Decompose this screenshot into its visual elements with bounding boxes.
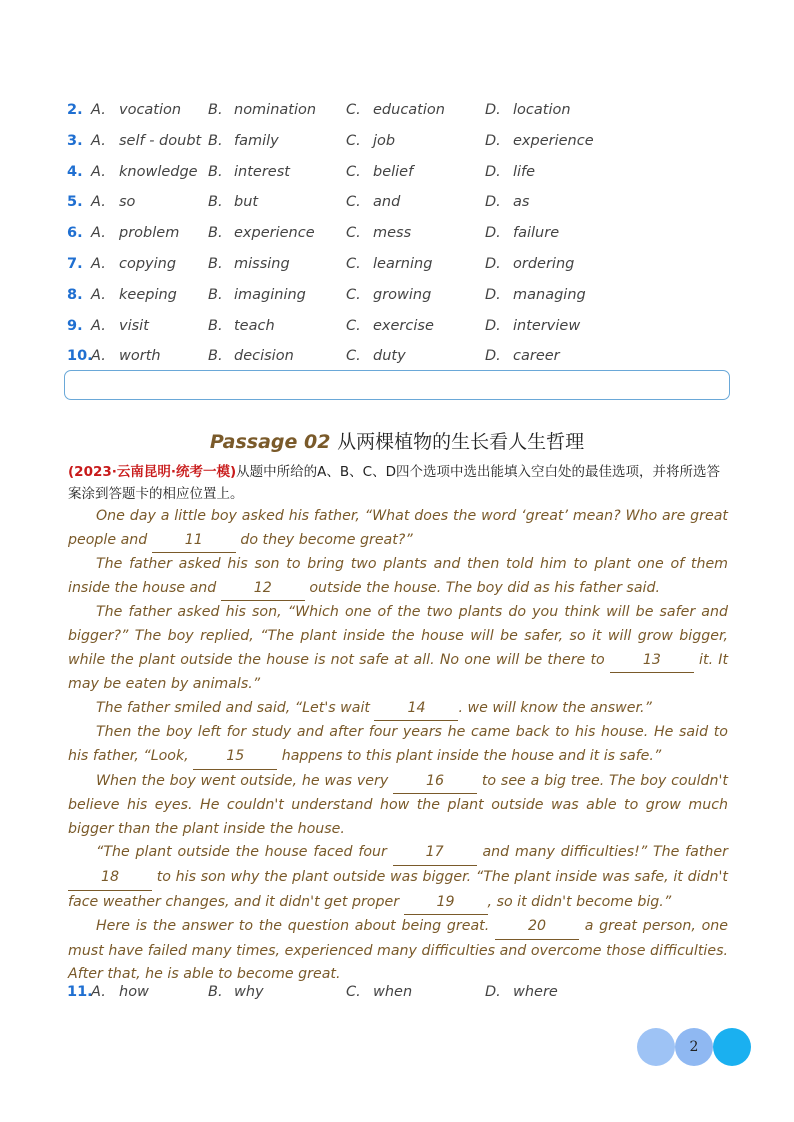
paragraph: When the boy went outside, he was very 16 to see a big tree. The boy couldn't believe his eyes. He couldn't understand how the plant outside was able to grow much bigger than the plant inside the house.	[68, 770, 728, 842]
instruction	[68, 461, 728, 505]
blank-17[interactable]: 17	[393, 841, 477, 866]
option-letter: C.	[346, 225, 361, 242]
blank-13[interactable]: 13	[610, 649, 694, 674]
option-d[interactable]: location	[513, 102, 571, 118]
option-letter: A.	[91, 317, 106, 334]
question-options-row	[0, 133, 794, 164]
option-c[interactable]: mess	[373, 225, 412, 242]
option-letter: D.	[485, 317, 501, 334]
option-b[interactable]: but	[234, 194, 259, 211]
option-b[interactable]: imagining	[234, 286, 306, 303]
blank-15[interactable]: 15	[193, 745, 277, 770]
option-d[interactable]: as	[513, 194, 530, 211]
option-letter: D.	[485, 132, 501, 149]
option-b[interactable]: why	[234, 984, 264, 1000]
option-letter: B.	[208, 348, 223, 365]
option-d[interactable]: where	[513, 984, 558, 1000]
option-a[interactable]: worth	[119, 348, 161, 365]
option-letter: B.	[208, 984, 223, 1000]
option-letter: A.	[91, 132, 106, 149]
option-c[interactable]: and	[373, 194, 401, 211]
question-number: 5.	[67, 194, 83, 211]
option-d[interactable]: experience	[513, 132, 594, 149]
paragraph: The father asked his son, “Which one of the two plants do you think will be safer and bigger?” The boy replied, “The plant inside the house will be safer, so it will grow bigger, while the plant outside the house is not safe at all. No one will be there to 13 it. It may be eaten by animals.”	[68, 604, 729, 693]
badge-circle	[637, 1028, 675, 1066]
option-letter: D.	[485, 348, 501, 365]
option-c[interactable]: belief	[373, 163, 414, 180]
option-c[interactable]: when	[373, 984, 413, 1000]
passage-body	[68, 505, 728, 987]
blank-20[interactable]: 20	[495, 915, 579, 940]
paragraph: The father asked his son to bring two plants and then told him to plant one of them inside the house and 12 outside the house. The boy did as his father said.	[68, 553, 728, 601]
option-letter: A.	[91, 194, 106, 211]
option-a[interactable]: knowledge	[119, 163, 198, 180]
answer-box	[64, 370, 730, 400]
option-letter: C.	[346, 102, 361, 118]
option-letter: B.	[208, 102, 223, 118]
option-letter: A.	[91, 984, 106, 1000]
option-letter: D.	[485, 256, 501, 272]
option-b[interactable]: experience	[234, 225, 315, 242]
question-number: 2.	[67, 102, 83, 118]
passage-title	[0, 427, 794, 454]
paragraph: Here is the answer to the question about being great. 20 a great person, one must have failed many times, experienced many difficulties and overcome those difficulties. After that, he is able to become great.	[68, 915, 728, 987]
question-number: 10.	[67, 348, 93, 365]
question-options-row	[0, 287, 794, 318]
question-options-row	[0, 102, 794, 133]
option-b[interactable]: interest	[234, 163, 290, 180]
option-a[interactable]: self - doubt	[119, 132, 202, 149]
question-number: 9.	[67, 317, 83, 334]
option-a[interactable]: vocation	[119, 102, 182, 118]
question-options-row	[0, 318, 794, 349]
option-c[interactable]: duty	[373, 348, 406, 365]
question-options-row	[0, 194, 794, 225]
option-letter: C.	[346, 317, 361, 334]
option-a[interactable]: how	[119, 984, 149, 1000]
option-b[interactable]: family	[234, 132, 279, 149]
blank-14[interactable]: 14	[374, 697, 458, 722]
option-letter: C.	[346, 256, 361, 272]
option-c[interactable]: exercise	[373, 317, 434, 334]
option-letter: D.	[485, 102, 501, 118]
option-c[interactable]: learning	[373, 256, 433, 272]
option-letter: C.	[346, 194, 361, 211]
option-letter: C.	[346, 984, 361, 1000]
option-letter: D.	[485, 225, 501, 242]
option-letter: D.	[485, 194, 501, 211]
option-letter: D.	[485, 286, 501, 303]
passage-number: Passage 02	[209, 431, 331, 453]
option-a[interactable]: copying	[119, 256, 177, 272]
question-options-row	[0, 984, 794, 1015]
option-a[interactable]: keeping	[119, 286, 177, 303]
option-c[interactable]: growing	[373, 286, 432, 303]
blank-16[interactable]: 16	[393, 770, 477, 795]
option-c[interactable]: job	[373, 132, 396, 149]
page-number: 2	[689, 1039, 699, 1055]
option-letter: B.	[208, 163, 223, 180]
option-letter: A.	[91, 286, 106, 303]
passage-chinese-title: 从两棵植物的生长看人生哲理	[337, 431, 585, 453]
blank-18[interactable]: 18	[68, 866, 152, 891]
badge-circle	[713, 1028, 751, 1066]
question-number: 11.	[67, 984, 93, 1000]
option-b[interactable]: decision	[234, 348, 294, 365]
option-letter: B.	[208, 225, 223, 242]
option-letter: C.	[346, 132, 361, 149]
blank-19[interactable]: 19	[404, 891, 488, 916]
option-letter: D.	[485, 984, 501, 1000]
option-b[interactable]: nomination	[234, 102, 317, 118]
option-letter: C.	[346, 286, 361, 303]
option-letter: D.	[485, 163, 501, 180]
option-letter: A.	[91, 256, 106, 272]
paragraph: The father smiled and said, “Let's wait 14 . we will know the answer.”	[68, 697, 728, 722]
question-number: 3.	[67, 132, 83, 149]
option-a[interactable]: visit	[119, 317, 149, 334]
blank-11[interactable]: 11	[152, 529, 236, 554]
option-letter: C.	[346, 163, 361, 180]
option-d[interactable]: interview	[513, 317, 581, 334]
option-b[interactable]: missing	[234, 256, 290, 272]
option-a[interactable]: problem	[119, 225, 180, 242]
question-options-row	[0, 164, 794, 195]
option-a[interactable]: so	[119, 194, 136, 211]
option-d[interactable]: failure	[513, 225, 560, 242]
question-number: 4.	[67, 163, 83, 180]
option-d[interactable]: managing	[513, 286, 586, 303]
instruction-text: 从题中所给的A、B、C、D四个选项中选出能填入空白处的最佳选项，并将所选答案涂到答题卡的相应位置上。	[68, 464, 720, 502]
option-letter: B.	[208, 286, 223, 303]
option-letter: A.	[91, 163, 106, 180]
option-d[interactable]: career	[513, 348, 560, 365]
option-letter: A.	[91, 102, 106, 118]
option-letter: B.	[208, 317, 223, 334]
question-options-row	[0, 256, 794, 287]
option-c[interactable]: education	[373, 102, 445, 118]
paragraph: One day a little boy asked his father, “What does the word ‘great’ mean? Who are great people and 11 do they become great?”	[68, 505, 728, 553]
option-letter: B.	[208, 132, 223, 149]
option-letter: A.	[91, 348, 106, 365]
option-d[interactable]: ordering	[513, 256, 575, 272]
question-number: 8.	[67, 286, 83, 303]
option-letter: C.	[346, 348, 361, 365]
question-options-row	[0, 225, 794, 256]
option-d[interactable]: life	[513, 163, 536, 180]
question-number: 6.	[67, 225, 83, 242]
option-b[interactable]: teach	[234, 317, 275, 334]
blank-12[interactable]: 12	[221, 577, 305, 602]
page-number-badge	[637, 1028, 751, 1066]
option-letter: B.	[208, 194, 223, 211]
option-letter: A.	[91, 225, 106, 242]
option-letter: B.	[208, 256, 223, 272]
paragraph: Then the boy left for study and after four years he came back to his house. He said to his father, “Look, 15 happens to this plant inside the house and it is safe.”	[68, 721, 728, 769]
paragraph: “The plant outside the house faced four 17 and many difficulties!” The father 18 to his son why the plant outside was bigger. “The plant inside was safe, it didn't face weather changes, and it didn't get proper 19 , so it didn't become big.”	[68, 841, 728, 915]
source-label: (2023·云南昆明·统考一模)	[68, 464, 237, 480]
question-number: 7.	[67, 256, 83, 272]
